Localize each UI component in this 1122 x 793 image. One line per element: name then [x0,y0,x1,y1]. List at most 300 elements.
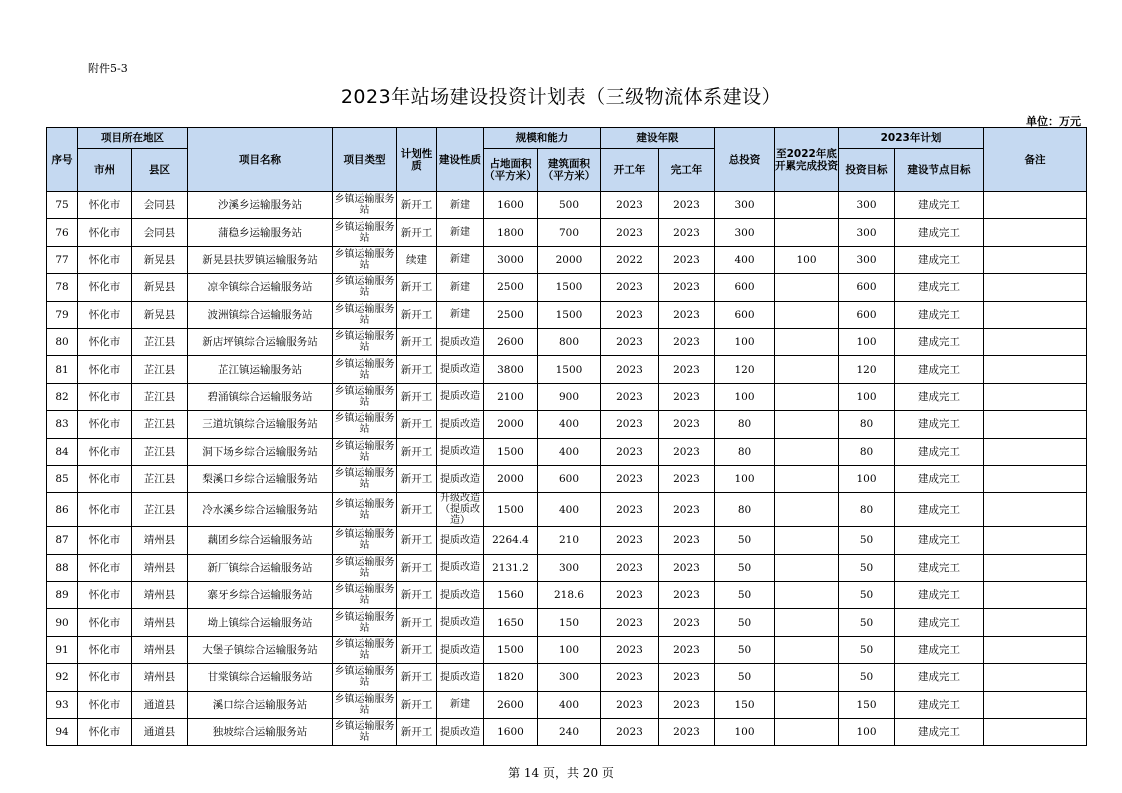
cell-name: 甘棠镇综合运输服务站 [188,664,333,691]
cell-plan-nature: 新开工 [397,301,437,328]
cell-name: 藕团乡综合运输服务站 [188,527,333,554]
table-row [47,527,1087,554]
cell-county: 靖州县 [132,527,188,554]
cell-build-area: 1500 [538,274,601,301]
cell-end-year: 2023 [659,719,715,746]
cell-build-area: 2000 [538,246,601,273]
cell-cum-invest [775,192,839,219]
cell-total-invest: 600 [715,301,775,328]
cell-type: 乡镇运输服务站 [333,219,397,246]
cell-build-nature: 提质改造 [437,465,484,492]
cell-seq: 75 [47,192,78,219]
cell-seq: 81 [47,356,78,383]
cell-build-nature: 提质改造 [437,411,484,438]
cell-build-nature: 提质改造 [437,328,484,355]
cell-cum-invest [775,554,839,581]
cell-invest-target: 50 [839,609,895,636]
cell-build-nature: 新建 [437,192,484,219]
cell-city: 怀化市 [78,493,132,527]
cell-plan-nature: 新开工 [397,192,437,219]
cell-city: 怀化市 [78,719,132,746]
table-row [47,465,1087,492]
cell-county: 新晃县 [132,274,188,301]
cell-remark [984,246,1087,273]
cell-cum-invest [775,609,839,636]
cell-plan-nature: 新开工 [397,493,437,527]
cell-city: 怀化市 [78,192,132,219]
cell-node-target: 建成完工 [895,664,984,691]
cell-node-target: 建成完工 [895,636,984,663]
header-county: 县区 [132,149,188,192]
cell-build-area: 400 [538,691,601,718]
cell-land-area: 2600 [484,691,538,718]
cell-cum-invest [775,301,839,328]
cell-invest-target: 50 [839,664,895,691]
table-row [47,554,1087,581]
cell-city: 怀化市 [78,274,132,301]
cell-plan-nature: 新开工 [397,328,437,355]
cell-total-invest: 50 [715,527,775,554]
header-city: 市州 [78,149,132,192]
cell-remark [984,582,1087,609]
cell-invest-target: 80 [839,411,895,438]
header-scale: 规模和能力 [484,128,601,149]
cell-plan-nature: 新开工 [397,527,437,554]
cell-land-area: 2600 [484,328,538,355]
cell-end-year: 2023 [659,582,715,609]
cell-end-year: 2023 [659,691,715,718]
cell-build-area: 100 [538,636,601,663]
cell-name: 新厂镇综合运输服务站 [188,554,333,581]
table-row [47,636,1087,663]
header-plan-nature: 计划性质 [397,128,437,192]
cell-cum-invest [775,438,839,465]
cell-invest-target: 300 [839,192,895,219]
cell-seq: 80 [47,328,78,355]
cell-name: 芷江镇运输服务站 [188,356,333,383]
cell-land-area: 2000 [484,465,538,492]
cell-name: 大堡子镇综合运输服务站 [188,636,333,663]
cell-land-area: 2000 [484,411,538,438]
cell-start-year: 2023 [601,465,659,492]
cell-end-year: 2023 [659,274,715,301]
header-total-invest: 总投资 [715,128,775,192]
cell-build-nature: 新建 [437,301,484,328]
cell-type: 乡镇运输服务站 [333,383,397,410]
cell-city: 怀化市 [78,636,132,663]
cell-cum-invest [775,636,839,663]
cell-cum-invest [775,582,839,609]
cell-invest-target: 120 [839,356,895,383]
cell-name: 蒲稳乡运输服务站 [188,219,333,246]
cell-end-year: 2023 [659,527,715,554]
table-row [47,301,1087,328]
cell-land-area: 1600 [484,719,538,746]
attachment-label: 附件5-3 [88,62,128,75]
cell-start-year: 2023 [601,719,659,746]
header-node-target: 建设节点目标 [895,149,984,192]
cell-name: 波洲镇综合运输服务站 [188,301,333,328]
header-type: 项目类型 [333,128,397,192]
cell-county: 靖州县 [132,554,188,581]
cell-remark [984,356,1087,383]
cell-land-area: 1500 [484,438,538,465]
cell-plan-nature: 新开工 [397,356,437,383]
cell-node-target: 建成完工 [895,411,984,438]
cell-land-area: 1800 [484,219,538,246]
cell-start-year: 2023 [601,356,659,383]
cell-county: 靖州县 [132,664,188,691]
cell-node-target: 建成完工 [895,465,984,492]
cell-end-year: 2023 [659,609,715,636]
cell-county: 靖州县 [132,609,188,636]
cell-total-invest: 300 [715,219,775,246]
cell-build-nature: 提质改造 [437,356,484,383]
cell-node-target: 建成完工 [895,219,984,246]
cell-invest-target: 50 [839,554,895,581]
cell-node-target: 建成完工 [895,383,984,410]
cell-city: 怀化市 [78,411,132,438]
cell-remark [984,301,1087,328]
cell-build-area: 400 [538,411,601,438]
cell-name: 沙溪乡运输服务站 [188,192,333,219]
cell-start-year: 2023 [601,582,659,609]
cell-remark [984,465,1087,492]
table-row [47,192,1087,219]
cell-end-year: 2023 [659,383,715,410]
cell-type: 乡镇运输服务站 [333,438,397,465]
cell-remark [984,719,1087,746]
header-remark: 备注 [984,128,1087,192]
cell-total-invest: 50 [715,582,775,609]
cell-build-area: 900 [538,383,601,410]
cell-invest-target: 50 [839,582,895,609]
cell-city: 怀化市 [78,219,132,246]
cell-build-area: 150 [538,609,601,636]
cell-city: 怀化市 [78,465,132,492]
cell-invest-target: 100 [839,719,895,746]
table-row [47,664,1087,691]
cell-end-year: 2023 [659,465,715,492]
cell-seq: 76 [47,219,78,246]
cell-total-invest: 100 [715,465,775,492]
cell-land-area: 3800 [484,356,538,383]
cell-build-nature: 新建 [437,246,484,273]
cell-build-nature: 提质改造 [437,527,484,554]
cell-name: 坳上镇综合运输服务站 [188,609,333,636]
cell-end-year: 2023 [659,493,715,527]
cell-seq: 82 [47,383,78,410]
cell-node-target: 建成完工 [895,246,984,273]
cell-remark [984,274,1087,301]
cell-node-target: 建成完工 [895,328,984,355]
cell-type: 乡镇运输服务站 [333,301,397,328]
cell-invest-target: 80 [839,493,895,527]
cell-node-target: 建成完工 [895,609,984,636]
cell-land-area: 2500 [484,274,538,301]
cell-type: 乡镇运输服务站 [333,609,397,636]
table-row [47,719,1087,746]
cell-start-year: 2022 [601,246,659,273]
cell-start-year: 2023 [601,609,659,636]
cell-county: 芷江县 [132,465,188,492]
cell-seq: 88 [47,554,78,581]
cell-remark [984,192,1087,219]
cell-end-year: 2023 [659,636,715,663]
cell-city: 怀化市 [78,246,132,273]
cell-land-area: 1500 [484,493,538,527]
cell-remark [984,219,1087,246]
header-start-year: 开工年 [601,149,659,192]
cell-plan-nature: 新开工 [397,411,437,438]
cell-cum-invest [775,493,839,527]
page-title: 2023年站场建设投资计划表（三级物流体系建设） [340,86,782,108]
cell-build-nature: 新建 [437,219,484,246]
cell-remark [984,664,1087,691]
cell-node-target: 建成完工 [895,192,984,219]
cell-end-year: 2023 [659,192,715,219]
header-name: 项目名称 [188,128,333,192]
cell-city: 怀化市 [78,582,132,609]
cell-invest-target: 600 [839,301,895,328]
table-body [47,192,1087,746]
table-row [47,411,1087,438]
cell-build-nature: 新建 [437,691,484,718]
cell-cum-invest [775,664,839,691]
cell-start-year: 2023 [601,192,659,219]
cell-name: 冷水溪乡综合运输服务站 [188,493,333,527]
cell-remark [984,554,1087,581]
cell-city: 怀化市 [78,554,132,581]
table-row [47,219,1087,246]
cell-plan-nature: 新开工 [397,582,437,609]
cell-build-nature: 提质改造 [437,383,484,410]
cell-node-target: 建成完工 [895,356,984,383]
cell-cum-invest [775,328,839,355]
table-row [47,493,1087,527]
table-row [47,356,1087,383]
cell-start-year: 2023 [601,411,659,438]
cell-total-invest: 80 [715,411,775,438]
cell-type: 乡镇运输服务站 [333,411,397,438]
cell-cum-invest [775,527,839,554]
cell-city: 怀化市 [78,438,132,465]
cell-start-year: 2023 [601,438,659,465]
cell-cum-invest [775,411,839,438]
cell-plan-nature: 新开工 [397,609,437,636]
cell-county: 靖州县 [132,582,188,609]
cell-land-area: 2100 [484,383,538,410]
cell-city: 怀化市 [78,609,132,636]
cell-county: 芷江县 [132,438,188,465]
cell-end-year: 2023 [659,438,715,465]
cell-remark [984,438,1087,465]
cell-city: 怀化市 [78,383,132,410]
cell-county: 靖州县 [132,636,188,663]
cell-cum-invest [775,465,839,492]
cell-type: 乡镇运输服务站 [333,328,397,355]
cell-total-invest: 50 [715,609,775,636]
cell-city: 怀化市 [78,301,132,328]
cell-land-area: 1560 [484,582,538,609]
cell-county: 芷江县 [132,328,188,355]
cell-end-year: 2023 [659,301,715,328]
cell-land-area: 2500 [484,301,538,328]
cell-plan-nature: 新开工 [397,438,437,465]
cell-seq: 78 [47,274,78,301]
cell-build-area: 400 [538,493,601,527]
cell-build-nature: 新建 [437,274,484,301]
unit-label: 单位：万元 [1026,115,1081,128]
cell-plan-nature: 续建 [397,246,437,273]
cell-remark [984,527,1087,554]
cell-type: 乡镇运输服务站 [333,582,397,609]
cell-plan-nature: 新开工 [397,664,437,691]
cell-total-invest: 100 [715,328,775,355]
cell-seq: 91 [47,636,78,663]
table-row [47,246,1087,273]
cell-type: 乡镇运输服务站 [333,465,397,492]
cell-name: 洞下场乡综合运输服务站 [188,438,333,465]
header-region: 项目所在地区 [78,128,188,149]
cell-total-invest: 600 [715,274,775,301]
cell-total-invest: 50 [715,664,775,691]
cell-total-invest: 50 [715,554,775,581]
header-build-area: 建筑面积（平方米） [538,149,601,192]
cell-type: 乡镇运输服务站 [333,719,397,746]
table-row [47,438,1087,465]
cell-build-area: 240 [538,719,601,746]
cell-total-invest: 100 [715,719,775,746]
cell-node-target: 建成完工 [895,438,984,465]
cell-start-year: 2023 [601,383,659,410]
cell-name: 梨溪口乡综合运输服务站 [188,465,333,492]
cell-remark [984,609,1087,636]
cell-county: 芷江县 [132,383,188,410]
cell-start-year: 2023 [601,219,659,246]
cell-node-target: 建成完工 [895,527,984,554]
table-row [47,609,1087,636]
cell-end-year: 2023 [659,246,715,273]
header-period: 建设年限 [601,128,715,149]
cell-seq: 92 [47,664,78,691]
cell-seq: 85 [47,465,78,492]
cell-plan-nature: 新开工 [397,636,437,663]
cell-county: 通道县 [132,719,188,746]
cell-invest-target: 100 [839,383,895,410]
cell-county: 新晃县 [132,301,188,328]
cell-city: 怀化市 [78,356,132,383]
cell-build-nature: 提质改造 [437,609,484,636]
cell-city: 怀化市 [78,691,132,718]
cell-seq: 79 [47,301,78,328]
cell-type: 乡镇运输服务站 [333,664,397,691]
cell-invest-target: 600 [839,274,895,301]
cell-seq: 89 [47,582,78,609]
page-footer: 第 14 页，共 20 页 [508,766,614,780]
cell-total-invest: 400 [715,246,775,273]
cell-seq: 77 [47,246,78,273]
cell-city: 怀化市 [78,328,132,355]
header-plan2023: 2023年计划 [839,128,984,149]
cell-remark [984,411,1087,438]
table-row [47,274,1087,301]
cell-county: 会同县 [132,219,188,246]
cell-build-nature: 提质改造 [437,719,484,746]
cell-node-target: 建成完工 [895,554,984,581]
cell-build-nature: 升级改造（提质改造） [437,493,484,527]
cell-end-year: 2023 [659,219,715,246]
cell-start-year: 2023 [601,554,659,581]
header-invest-target: 投资目标 [839,149,895,192]
cell-county: 芷江县 [132,356,188,383]
cell-seq: 90 [47,609,78,636]
cell-start-year: 2023 [601,493,659,527]
cell-start-year: 2023 [601,664,659,691]
cell-invest-target: 300 [839,219,895,246]
cell-build-area: 400 [538,438,601,465]
cell-node-target: 建成完工 [895,691,984,718]
cell-cum-invest [775,356,839,383]
cell-total-invest: 80 [715,493,775,527]
cell-end-year: 2023 [659,554,715,581]
cell-node-target: 建成完工 [895,301,984,328]
cell-total-invest: 50 [715,636,775,663]
cell-build-area: 600 [538,465,601,492]
header-land-area: 占地面积（平方米） [484,149,538,192]
cell-plan-nature: 新开工 [397,691,437,718]
cell-type: 乡镇运输服务站 [333,554,397,581]
cell-build-nature: 提质改造 [437,554,484,581]
cell-end-year: 2023 [659,328,715,355]
cell-invest-target: 80 [839,438,895,465]
cell-plan-nature: 新开工 [397,383,437,410]
cell-name: 新店坪镇综合运输服务站 [188,328,333,355]
cell-build-area: 1500 [538,301,601,328]
cell-node-target: 建成完工 [895,582,984,609]
cell-end-year: 2023 [659,664,715,691]
cell-node-target: 建成完工 [895,493,984,527]
cell-total-invest: 150 [715,691,775,718]
header-build-nature: 建设性质 [437,128,484,192]
cell-seq: 84 [47,438,78,465]
cell-type: 乡镇运输服务站 [333,691,397,718]
cell-type: 乡镇运输服务站 [333,356,397,383]
cell-cum-invest [775,691,839,718]
cell-node-target: 建成完工 [895,719,984,746]
cell-end-year: 2023 [659,411,715,438]
cell-remark [984,636,1087,663]
header-end-year: 完工年 [659,149,715,192]
cell-invest-target: 150 [839,691,895,718]
cell-total-invest: 100 [715,383,775,410]
cell-start-year: 2023 [601,636,659,663]
cell-total-invest: 80 [715,438,775,465]
cell-start-year: 2023 [601,527,659,554]
cell-plan-nature: 新开工 [397,465,437,492]
cell-end-year: 2023 [659,356,715,383]
cell-city: 怀化市 [78,527,132,554]
cell-node-target: 建成完工 [895,274,984,301]
cell-plan-nature: 新开工 [397,554,437,581]
cell-seq: 83 [47,411,78,438]
cell-name: 独坡综合运输服务站 [188,719,333,746]
cell-start-year: 2023 [601,301,659,328]
cell-county: 芷江县 [132,493,188,527]
cell-land-area: 2264.4 [484,527,538,554]
cell-total-invest: 120 [715,356,775,383]
cell-plan-nature: 新开工 [397,719,437,746]
